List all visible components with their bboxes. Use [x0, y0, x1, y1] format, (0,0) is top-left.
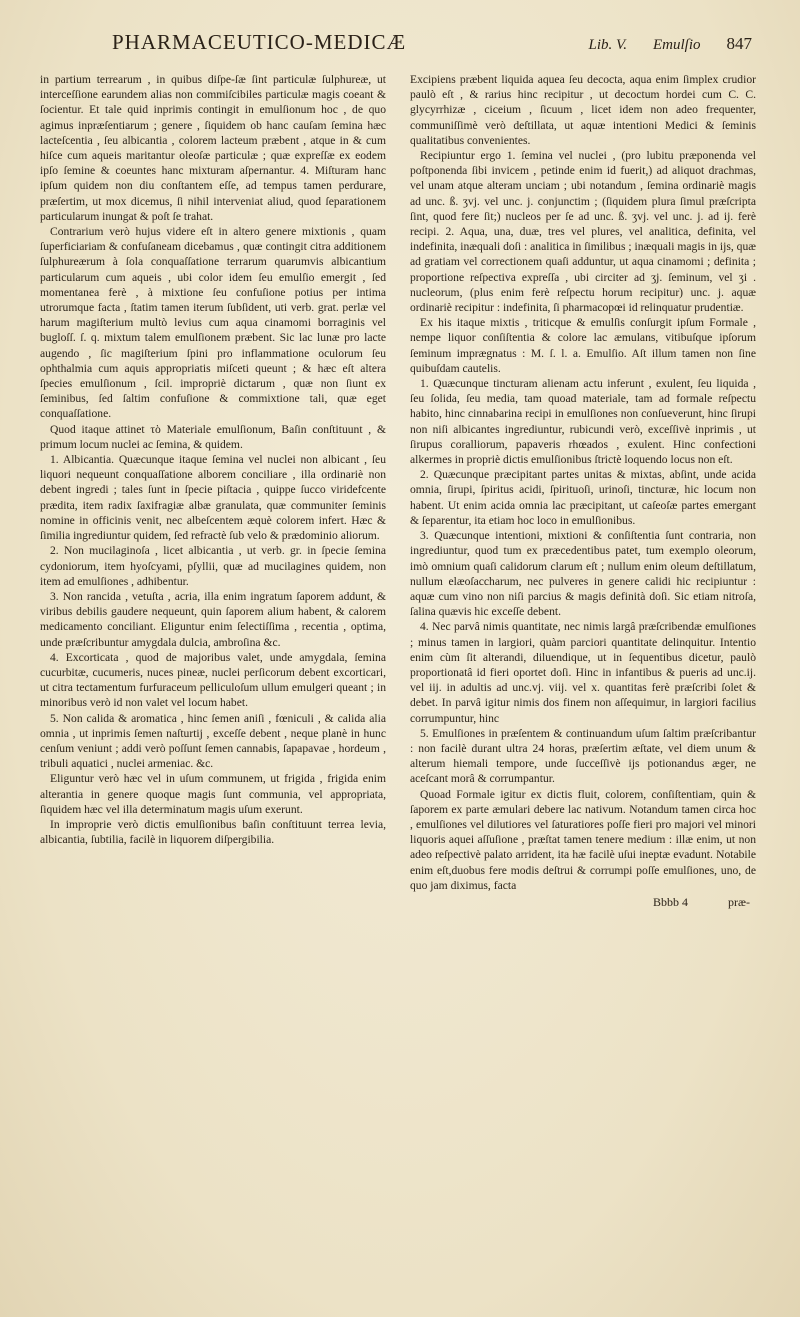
list-item: 3. Non rancida , vetuſta , acria, illa enim ingratum ſaporem addunt, & viribus debilis gaudere nequeunt, quin ſaporem alium habent, & calorem medicamento conciliant. Eliguntur enim ſelectiſſima , recentia , optima, unde præſcribuntur amygdala dulcia, ambroſina &c.	[40, 589, 386, 649]
page-number: 847	[726, 34, 752, 53]
signature-letters: Bbbb	[652, 894, 679, 909]
list-item: 1. Albicantia. Quæcunque itaque ſemina vel nuclei non albicant , ſeu liquori nequeunt conquaſſatione alborem conciliare , illa ordinariè non debent ingredi ; tales ſunt in ſpecie piſtacia , quippe ſucco viridefcente prædita, item radix ſaxifragiæ albæ granulata, quæ communiter ſeminis nomine in officinis venit, nec albeſcentem æquè colorem infert. Hæc & ſimilia ingrediuntur quidem, ſed refractè ſub velo & prædominio aliorum.	[40, 453, 386, 543]
paragraph: Eliguntur verò hæc vel in uſum communem, ut frigida , frigida enim alterantia in genere quoque magis ſunt communia, vel appropriata, ſiquidem hæc vel illa determinatum magis uſum exerunt.	[40, 772, 386, 816]
signature-number: 4	[682, 894, 688, 909]
paragraph: Quoad Formale igitur ex dictis fluit, colorem, conſiſtentiam, quin & ſaporem ex parte æmulari debere lac nativum. Notandum tamen circa hoc , emulſiones vel dilutiores vel ſaturatiores poſſe fieri pro majori vel minori liquoris aquei aſſuſione , præſtat tamen tenere medium : illæ enim, ut non adeo reſpectivè palato arrident, ita hæ facilè uſui ineptæ evadunt. Notabile enim eſt,duobus fere modis deſtrui & corrumpi poſſe emulſiones, uno, de quo jam diximus, facta	[410, 787, 756, 892]
page-header	[40, 30, 756, 66]
page-footer	[410, 895, 756, 910]
paragraph: Recipiuntur ergo 1. ſemina vel nuclei , (pro lubitu præponenda vel poſtponenda ſibi invicem , petinde enim id fuerit,) ad aliquot drachmas, vel unam atque alteram unciam ; ubi notandum , ſemina ordinariè magis ad unc. ß. ʒvj. vel unc. j. conjunctim ; (ſiquidem plura ſimul præſcripta ſint, quod fere ſit;) nucleos per ſe ad unc. ß. ʒvj. vel unc. j. ad ij. ferè recipi. 2. Aqua, una, duæ, tres vel plures, vel analitica, definita, vel indefinita, inæquali doſi : analitica in ſimilibus ; inæquali magis in ijs, quæ ad gratiam vel correctionem quaſi adduntur, ut aqua cinamomi ; definita ; proportione reſpectiva expreſſa , ubi circiter ad ʒj. ſeminum, vel ʒi . nucleorum, (plus enim ferè reſpectu horum recipitur) unc. j. aquæ ordinariè recipitur : indefinita, ſi pharmacopœi id relinquatur prudentiæ.	[410, 149, 756, 315]
catchword: præ-	[728, 894, 750, 909]
list-item: 4. Nec parvâ nimis quantitate, nec nimis largâ præſcribendæ emulſiones ; minus tamen in largiori, quàm parciori quantitate delinquitur. Intentio enim cùm ſit alterandi, diluendique, ut in ſequentibus dicetur, paulò proportionatâ id fieri oportet doſi. Hinc in infantibus & pueris ad unc.ij. vel iij. in adultis ad unc.vj. viij. vel x. quantitas ferè præſcribi ſolet & debet. In parvâ igitur nimis dos finem non aſſequimur, in largiori facilius corrumpuntur, hinc	[410, 620, 756, 725]
paragraph: Quod itaque attinet τὸ Materiale emulſionum, Baſin conſtituunt , & primum locum nuclei ac ſemina, & quidem.	[40, 422, 386, 451]
right-column	[410, 72, 756, 910]
list-item: 5. Emulſiones in præſentem & continuandum uſum ſaltim præſcribantur : non facilè durant ultra 24 horas, præſertim æſtate, vel diem unum & alterum hiemali tempore, unde ſucceſſivè ijs potionandus æger, ne aceſcant morâ & corrumpantur.	[410, 726, 756, 786]
paragraph: Ex his itaque mixtis , triticque & emulſis conſurgit ipſum Formale , nempe liquor conſiſtentia & colore lac æmulans, vitibuſque ipſorum ſeminum imprægnatus : M. ſ. l. a. Emulſio. Aſt illum tamen non ſine quibuſdam cautelis.	[410, 316, 756, 375]
list-item: 2. Non mucilaginoſa , licet albicantia , ut verb. gr. in ſpecie ſemina cydoniorum, item hyoſcyami, pſyllii, quæ ad mucilagines quidem, non item ad emulſiones , adhibentur.	[40, 544, 386, 588]
section-label: Emulſio	[653, 37, 701, 53]
paragraph: Excipiens præbent liquida aquea ſeu decocta, aqua enim ſimplex crudior paulò eſt , & rarius hinc recipitur , ut decoctum hordei cum C. C. glycyrrhizæ , ciceium , ſicuum , licet idem non adeo frequenter, communiſſimè verò deſtillata, ut aquæ intentioni Medici & ſeminis qualitatibus convenientes.	[410, 73, 756, 147]
header-right	[589, 34, 753, 54]
list-item: 2. Quæcunque præcipitant partes unitas & mixtas, abſint, unde acida omnia, ſirupi, ſpiritus acidi, ſpirituoſi, urinoſi, tincturæ, hic locum non habent. Ut enim acida omnia lac præcipitant, ut caſeoſæ partes emergant & ſeparentur, ita etiam hoc loco in emulſionibus.	[410, 468, 756, 527]
list-item: 4. Excorticata , quod de majoribus valet, unde amygdala, ſemina cucurbitæ, cucumeris, nuces pineæ, nuclei perſicorum debent excorticari, ut citra tectamentum furfuraceum pelliculoſum ullum emulgeri queant ; in minoribus verò id non valet vel locum habet.	[40, 650, 386, 710]
signature-mark	[653, 895, 688, 910]
paragraph: Contrarium verò hujus videre eſt in altero genere mixtionis , quam ſuperficiariam & confuſaneam dicebamus , quæ contingit citra additionem ſulphureærum à ſola conquaſſatione terrarum quarumvis albicantium particularum cum aqueis , ubi color idem ſeu emulſio emergit , ſed momentanea ferè , à mixtione ſeu confuſione potius per intima utrorumque facta , ſtatim tamen iterum ſubſident, uti verb. grat. perlæ vel harum magiſterium multò levius cum aqua cinamomi borraginis vel bugloſſ. ſ. q. mixtum talem emulſionem præbent. Sic lac lunæ pro lacte augendo , ſic magiſterium ſpini pro inflammatione oculorum ſeu ophthalmia cum aquis appropriatis miſceti queunt ; & hæc eſt altera ſpecies emulſionum , ſcil. impropriè dictarum , quæ non ſiunt ex ſeminibus, ſed ſaltim confuſione & commixtione tali, quæ eget conquaſſatione.	[40, 225, 386, 421]
paragraph: In improprie verò dictis emulſionibus baſin conſtituunt terrea levia, albicantia, ſubtilia, facilè in liquorem diſpergibilia.	[40, 817, 386, 847]
paragraph: in partium terrearum , in quibus diſpe-ſæ ſint particulæ ſulphureæ, ut interceſſione earundem alias non commiſcibiles particulæ magis coeant & ſocientur. Et tale quid inprimis contingit in emulſionum hoc , de quo agimus inpræſentiarum ; genere , ſiquidem ob hanc cauſam ſemina hæc lacteſcentia , ſeu albicantia , colorem lacteum præbent , atque in & cum hiſce cum aqueis maritantur oleoſæ particulæ ; quæ expreſſæ ex eodem ipſo ſemine & coeuntes hanc mixturam aſpernantur. 4. Miſturam hanc ipſum quidem non diu conſtantem eſſe, ad tempus tamen perdurare, præſertim, ut mox dicemus, ſi nihil interveniat aliud, quod ſeparationem particularum inungat & poſt ſe trahat.	[40, 73, 386, 223]
text-columns	[40, 72, 756, 910]
running-title: PHARMACEUTICO-MEDICÆ	[112, 30, 407, 54]
list-item: 3. Quæcunque intentioni, mixtioni & conſiſtentia ſunt contraria, non ingrediuntur, quod tum ex præcedentibus patet, tum exemplo oleorum, imò omnium quaſi calidorum clarum eſt ; nullum enim oleum deſtillatum, nullum elæoſaccharum, nec pulveres in genere calidi hic recipiuntur : aquæ cum vino non niſi parcius & magis definità doſi. Sic etiam nitroſa, ſalina quævis hic exceſſe debent.	[410, 529, 756, 619]
list-item: 5. Non calida & aromatica , hinc ſemen aniſi , fœniculi , & calida alia omnia , ut inprimis ſemen naſturtij , exceſſe debent , neque planè in hunc cenſum veniunt ; addi verò poſſunt ſemen cannabis, ſapapavae , hordeum , tribuli aquatici , nuclei armeniac. &c.	[40, 711, 386, 771]
list-item: 1. Quæcunque tincturam alienam actu inferunt , exulent, ſeu liquida , ſeu ſolida, ſeu media, tam quoad materiale, tam ad formale reſpectu habito, hinc cinnabarina recipi in emulſiones non conſueverunt, hinc ſirupi non niſi albicantes ingrediuntur, rubicundi verò, exceſſivè inprimis , ut ſirupus coralliorum, papaveris rhœados , exulent. Hinc confectioni alkermes in propriè dictis emulſionibus ſtrictè loquendo locus non eſt.	[410, 377, 756, 467]
book-label: Lib. V.	[588, 37, 627, 53]
left-column	[40, 72, 386, 910]
